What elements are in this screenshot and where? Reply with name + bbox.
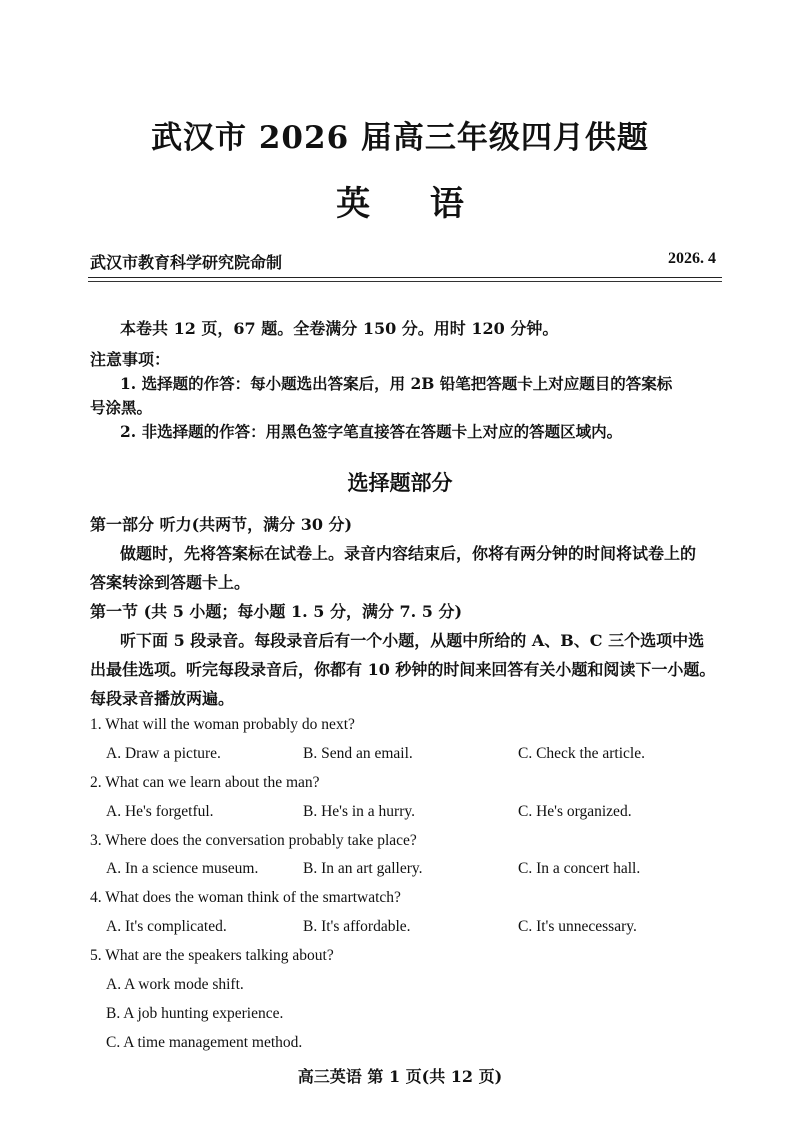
question-stem: 3. Where does the conversation probably take place? [90, 832, 417, 849]
option-c: C. In a concert hall. [518, 860, 641, 877]
question-stem: 2. What can we learn about the man? [90, 774, 320, 791]
option-a: A. He's forgetful. [106, 803, 214, 820]
section-title: 选择题部分 [347, 470, 453, 495]
directions-line-2: 出最佳选项。听完每段录音后，你都有 10 秒钟的时间来回答有关小题和阅读下一小题。 [90, 660, 716, 679]
option-a: A. It's complicated. [106, 918, 227, 935]
exam-title: 武汉市 2026 届高三年级四月供题 [151, 120, 649, 156]
directions-line-3: 每段录音播放两遍。 [90, 689, 235, 708]
notes-heading: 注意事项： [90, 350, 171, 369]
question-stem: 4. What does the woman think of the smartwatch? [90, 889, 401, 906]
directions-line-1: 听下面 5 段录音。每段录音后有一个小题，从题中所给的 A、B、C 三个选项中选 [120, 631, 705, 650]
option-b: B. A job hunting experience. [106, 1005, 284, 1022]
subject-title: 英 语 [336, 184, 488, 224]
option-c: C. A time management method. [106, 1034, 303, 1051]
note-item-2: 2. 非选择题的作答：用黑色签字笔直接答在答题卡上对应的答题区域内。 [120, 422, 623, 441]
question-stem: 5. What are the speakers talking about? [90, 947, 334, 964]
option-b: B. He's in a hurry. [303, 803, 415, 820]
issuer: 武汉市教育科学研究院命制 [90, 253, 283, 272]
option-a: A. Draw a picture. [106, 745, 221, 762]
part1-intro-line-1: 做题时，先将答案标在试卷上。录音内容结束后，你将有两分钟的时间将试卷上的 [120, 544, 697, 563]
option-c: C. He's organized. [518, 803, 632, 820]
header-rule [88, 277, 722, 278]
part1-heading: 第一部分 听力(共两节，满分 30 分) [90, 515, 353, 534]
option-a: A. A work mode shift. [106, 976, 244, 993]
header-rule-thin [88, 281, 722, 282]
note-item-1-line-2: 号涂黑。 [90, 398, 153, 417]
option-c: C. Check the article. [518, 745, 645, 762]
option-b: B. Send an email. [303, 745, 413, 762]
option-c: C. It's unnecessary. [518, 918, 637, 935]
exam-info: 本卷共 12 页，67 题。全卷满分 150 分。用时 120 分钟。 [120, 319, 559, 338]
question-stem: 1. What will the woman probably do next? [90, 716, 355, 733]
section1-heading: 第一节 (共 5 小题；每小题 1. 5 分，满分 7. 5 分) [90, 602, 463, 621]
option-b: B. It's affordable. [303, 918, 411, 935]
option-b: B. In an art gallery. [303, 860, 423, 877]
page-footer: 高三英语 第 1 页(共 12 页) [297, 1067, 503, 1086]
note-item-1-line-1: 1. 选择题的作答：每小题选出答案后，用 2B 铅笔把答题卡上对应题目的答案标 [120, 374, 673, 393]
part1-intro-line-2: 答案转涂到答题卡上。 [90, 573, 251, 592]
option-a: A. In a science museum. [106, 860, 259, 877]
exam-date: 2026. 4 [668, 250, 716, 267]
